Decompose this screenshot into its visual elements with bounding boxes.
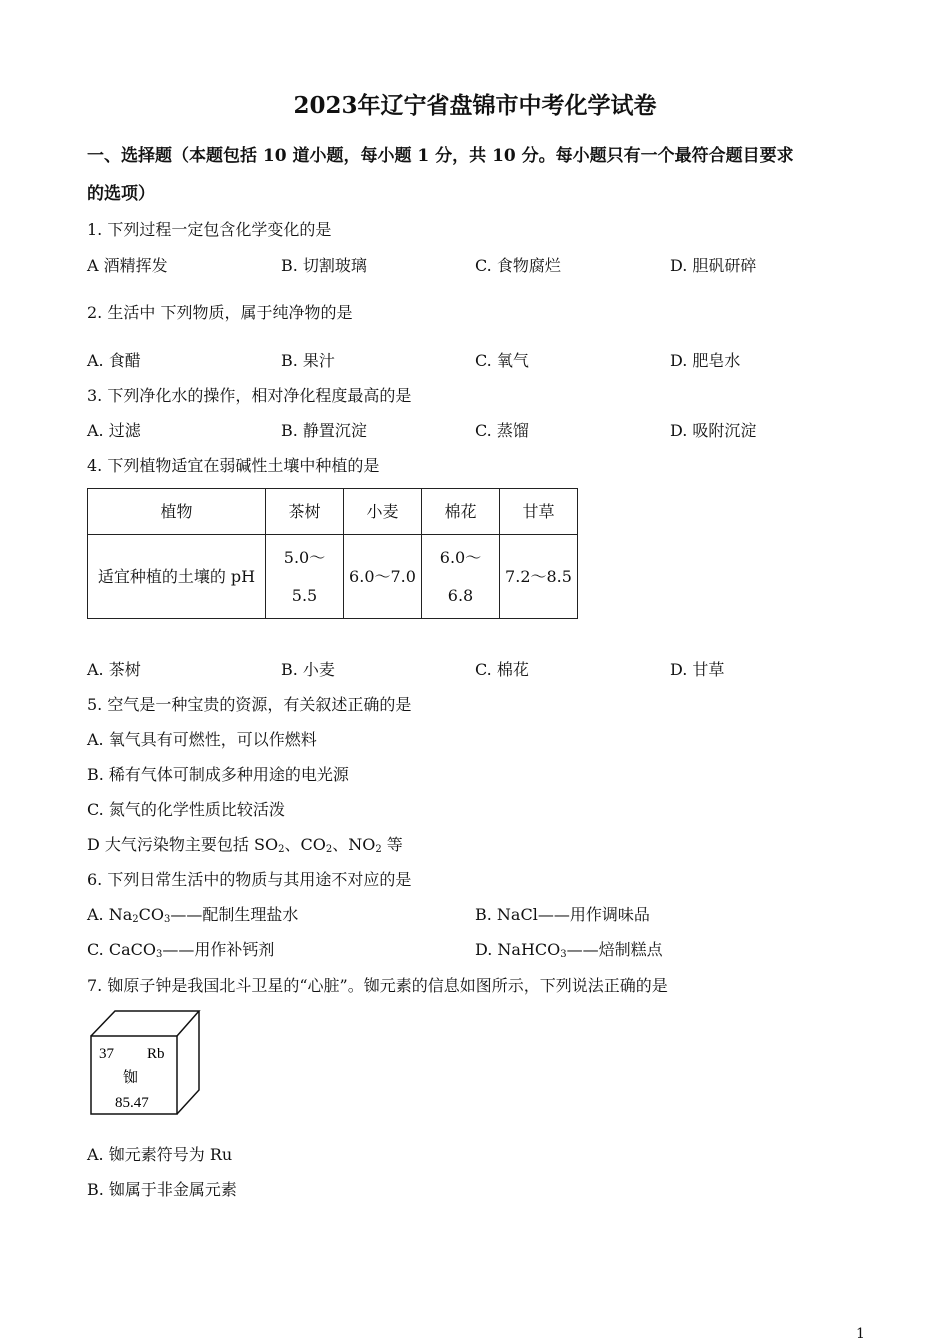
tea-ph-line1: 5.0～ (283, 547, 326, 567)
section-heading-line2: 的选项） (87, 184, 155, 204)
cotton-ph-line2: 6.8 (447, 585, 474, 605)
q1-stem: 1. 下列过程一定包含化学变化的是 (87, 220, 332, 239)
q7-option-b: B. 铷属于非金属元素 (87, 1180, 237, 1199)
q1-option-b: B. 切割玻璃 (281, 256, 367, 275)
q6-option-a: A. $Na_2CO_3——$配制生理盐水 (87, 905, 299, 925)
q3-option-c: C. 蒸馏 (475, 421, 529, 440)
q2-option-d: D. 肥皂水 (670, 351, 741, 370)
table-header-tea: 茶树 (266, 489, 344, 535)
q1-option-a: A 酒精挥发 (87, 256, 168, 275)
element-mass: 85.47 (115, 1095, 149, 1111)
q3-stem: 3. 下列净化水的操作，相对净化程度最高的是 (87, 386, 412, 405)
q5-option-a: A. 氧气具有可燃性，可以作燃料 (87, 730, 317, 749)
table-header-plant: 植物 (88, 489, 266, 535)
ph-table (87, 488, 578, 619)
cube-top-face (91, 1011, 199, 1036)
element-symbol: Rb (147, 1046, 165, 1062)
q5-option-b: B. 稀有气体可制成多种用途的电光源 (87, 765, 349, 784)
q4-stem: 4. 下列植物适宜在弱碱性土壤中种植的是 (87, 456, 380, 475)
q1-option-c: C. 食物腐烂 (475, 256, 561, 275)
q7-stem: 7. 铷原子钟是我国北斗卫星的“心脏”。铷元素的信息如图所示，下列说法正确的是 (87, 976, 668, 995)
q6-option-b: B. NaCl——用作调味品 (475, 905, 650, 924)
page-title: 2023年辽宁省盘锦市中考化学试卷 (293, 92, 657, 119)
q2-option-b: B. 果汁 (281, 351, 335, 370)
q3-option-b: B. 静置沉淀 (281, 421, 367, 440)
q2-option-a: A. 食醋 (87, 351, 141, 370)
table-cell-cotton (422, 535, 500, 619)
table-header-wheat: 小麦 (344, 489, 422, 535)
q7-option-a: A. 铷元素符号为 Ru (87, 1145, 233, 1164)
q5-option-c: C. 氮气的化学性质比较活泼 (87, 800, 285, 819)
table-cell-licorice: 7.2～8.5 (500, 535, 578, 619)
cotton-ph-line1: 6.0～ (439, 547, 482, 567)
table-cell-wheat: 6.0～7.0 (344, 535, 422, 619)
q4-option-a: A. 茶树 (87, 660, 141, 679)
q5-stem: 5. 空气是一种宝贵的资源，有关叙述正确的是 (87, 695, 412, 714)
q4-option-b: B. 小麦 (281, 660, 335, 679)
q6-option-d: D. NaHCO$_3$——焙制糕点 (475, 940, 663, 960)
q5-option-d: D 大气污染物主要包括 $SO_2$、$CO_2$、$NO_2$ 等 (87, 835, 403, 855)
q6-option-c: C. CaCO$_3$——用作补钙剂 (87, 940, 275, 960)
table-cell-tea (266, 535, 344, 619)
q3-option-a: A. 过滤 (87, 421, 141, 440)
section-heading-line1: 一、选择题（本题包括 10 道小题，每小题 1 分，共 10 分。每小题只有一个最符合题目要求 (87, 146, 794, 166)
q1-option-d: D. 胆矾研碎 (670, 256, 757, 275)
table-header-licorice: 甘草 (500, 489, 578, 535)
rubidium-element-card (87, 1008, 203, 1118)
element-number: 37 (99, 1046, 114, 1062)
element-name: 铷 (123, 1068, 139, 1086)
tea-ph-line2: 5.5 (291, 585, 318, 605)
q4-option-c: C. 棉花 (475, 660, 529, 679)
q4-option-d: D. 甘草 (670, 660, 725, 679)
cube-side-face (177, 1011, 199, 1114)
q6-stem: 6. 下列日常生活中的物质与其用途不对应的是 (87, 870, 412, 889)
table-header-cotton: 棉花 (422, 489, 500, 535)
page-number: 1 (856, 1326, 865, 1342)
q2-stem: 2. 生活中 下列物质，属于纯净物的是 (87, 303, 353, 322)
q3-option-d: D. 吸附沉淀 (670, 421, 757, 440)
table-row-label: 适宜种植的土壤的 pH (88, 535, 266, 619)
q2-option-c: C. 氧气 (475, 351, 529, 370)
